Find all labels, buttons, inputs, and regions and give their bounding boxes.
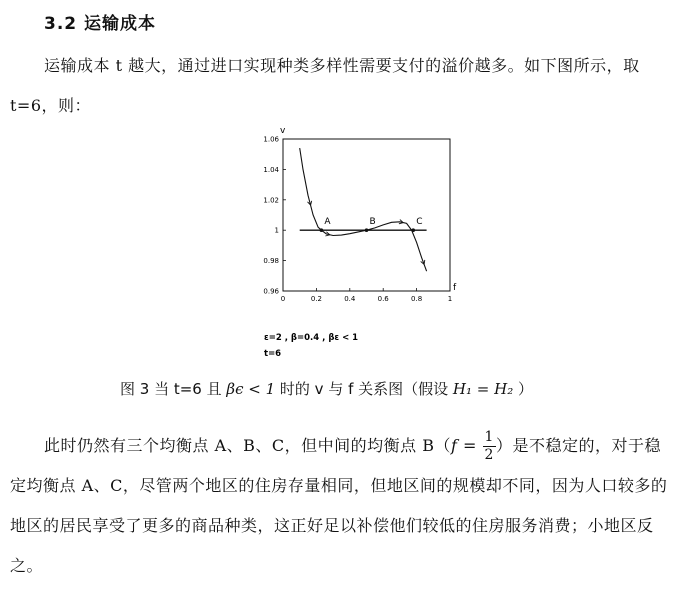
p2-f-eq: f =	[451, 436, 477, 455]
equilibrium-point-b	[365, 228, 369, 232]
paragraph-intro: 运输成本 t 越大，通过进口实现种类多样性需要支付的溢价越多。如下图所示，取 t=6，则：	[10, 56, 640, 115]
fraction-numerator: 1	[484, 429, 494, 445]
x-tick-label: 0	[280, 295, 286, 303]
params-line-2: t=6	[264, 349, 282, 359]
section-heading: 3.2 运输成本	[44, 14, 157, 34]
p2-before: 此时仍然有三个均衡点 A、B、C，但中间的均衡点 B（	[44, 436, 451, 455]
phase-diagram	[250, 120, 470, 365]
y-tick-label: 1.04	[263, 165, 279, 174]
x-tick-label: 0.2	[310, 295, 322, 303]
y-tick-label: 1	[274, 226, 279, 235]
equilibrium-point-c	[411, 228, 415, 232]
paragraph-analysis	[10, 426, 674, 586]
y-tick-label: 1.06	[263, 135, 279, 144]
fraction-denominator: 2	[484, 447, 494, 463]
fraction-half	[483, 429, 496, 464]
params-line-1: ε=2 , β=0.4 , βε < 1	[264, 333, 359, 343]
v-curve	[300, 148, 427, 271]
caption-math-2: H₁ = H₂	[452, 380, 514, 398]
equilibrium-point-a	[320, 228, 324, 232]
figure-3	[250, 120, 470, 365]
point-label-b: B	[369, 217, 376, 228]
caption-suffix: ）	[518, 380, 534, 398]
x-tick-label: 1	[447, 295, 453, 303]
caption-middle: 时的 v 与 f 关系图（假设	[279, 380, 449, 398]
caption-math-1: βϵ < 1	[226, 380, 276, 398]
x-tick-label: 0.8	[411, 295, 423, 303]
caption-prefix: 图 3 当 t=6 且	[120, 380, 222, 398]
p2-after: ）是不稳定的，对于稳定均衡点 A、C，尽管两个地区的住房存量相同，但地区间的规模却不同，因为人口较多的地区的居民享受了更多的商品种类，这正好足以补偿他们较低的住房服务消费；小地区反之。	[10, 436, 668, 575]
x-tick-label: 0.6	[377, 295, 389, 303]
x-tick-label: 0.4	[344, 295, 356, 303]
figure-caption	[120, 378, 580, 399]
point-label-a: A	[324, 217, 331, 228]
y-axis-label: v	[280, 126, 286, 136]
point-label-c: C	[416, 217, 423, 228]
x-axis-label: f	[453, 283, 457, 293]
y-tick-label: 0.96	[263, 287, 279, 296]
y-tick-label: 1.02	[263, 196, 279, 205]
y-tick-label: 0.98	[263, 257, 279, 266]
